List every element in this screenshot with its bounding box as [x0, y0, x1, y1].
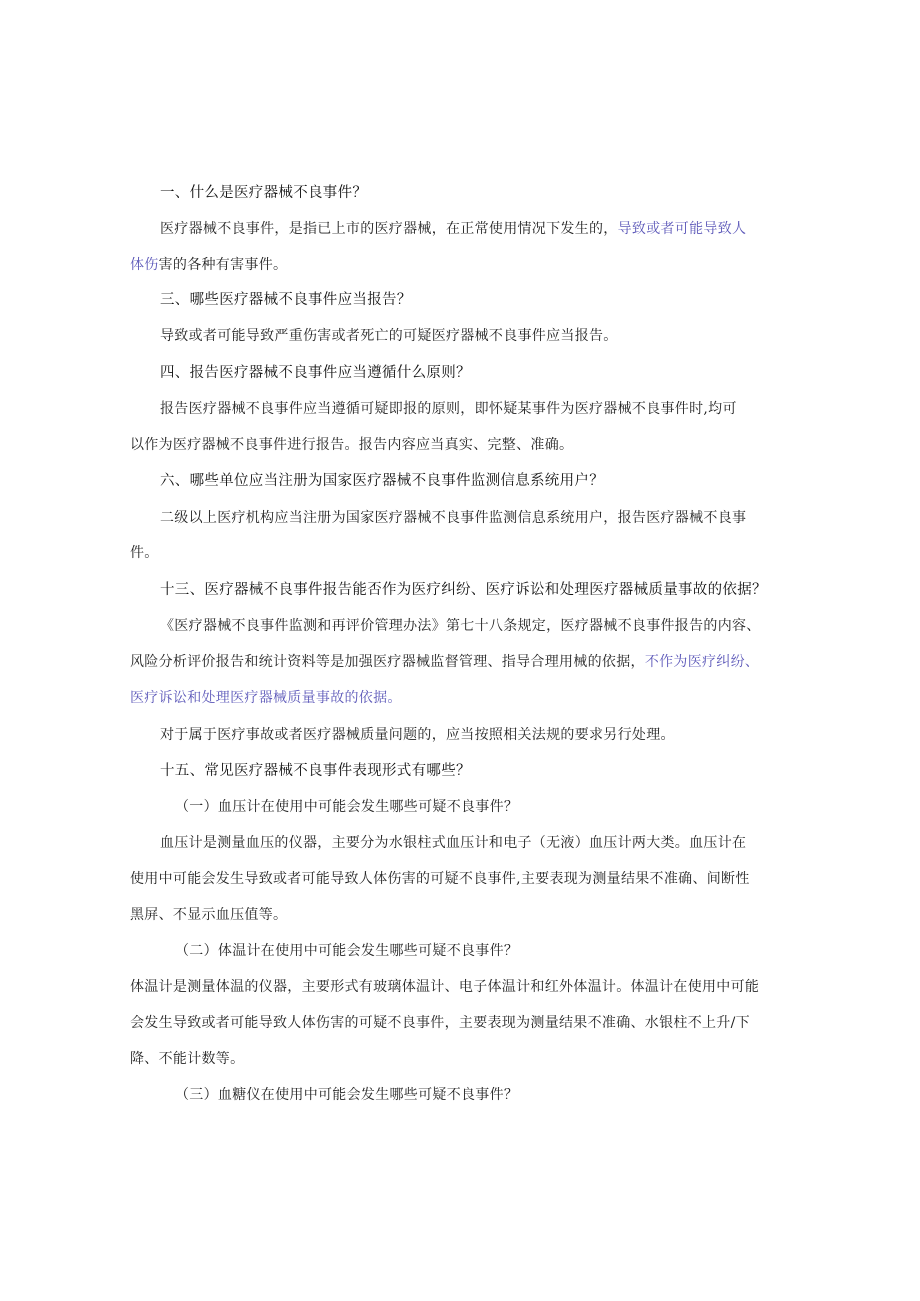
answer-q1-line1: [160, 219, 746, 239]
section-heading-q3: 三、哪些医疗器械不良事件应当报告？: [160, 292, 412, 308]
subsection-title-sphygmomanometer: （一）血压计在使用中可能会发生哪些可疑不良事件？: [175, 799, 519, 815]
section-heading-q1: 一、什么是医疗器械不良事件？: [160, 185, 368, 201]
answer-q6-line1: 二级以上医疗机构应当注册为国家医疗器械不良事件监测信息系统用户，报告医疗器械不良事: [160, 510, 747, 526]
answer-q13-line3: 医疗诉讼和处理医疗器械质量事故的依据。: [130, 690, 402, 706]
answer-q13-line4: 对于属于医疗事故或者医疗器械质量问题的，应当按照相关法规的要求另行处理。: [160, 727, 675, 743]
sub1-line3: 黑屏、不显示血压值等。: [130, 907, 288, 923]
subsection-title-thermometer: （二）体温计在使用中可能会发生哪些可疑不良事件？: [175, 943, 519, 959]
highlight-text: 导致或者可能导致人: [617, 221, 747, 237]
answer-q4-line1: 报告医疗器械不良事件应当遵循可疑即报的原则，即怀疑某事件为医疗器械不良事件时,均可: [160, 401, 737, 417]
answer-q1-text: 医疗器械不良事件，是指已上市的医疗器械，在正常使用情况下发生的，: [160, 221, 618, 237]
answer-q3-line1: 导致或者可能导致严重伤害或者死亡的可疑医疗器械不良事件应当报告。: [160, 328, 618, 344]
answer-q13-text: 风险分析评价报告和统计资料等是加强医疗器械监督管理、指导合理用械的依据，: [130, 654, 645, 670]
sub2-line2: 会发生导致或者可能导致人体伤害的可疑不良事件，主要表现为测量结果不准确、水银柱不上升/下: [130, 1015, 750, 1031]
highlight-text: 不作为医疗纠纷、: [644, 654, 760, 670]
sub2-line3: 降、不能计数等。: [130, 1051, 245, 1067]
subsection-title-glucometer: （三）血糖仪在使用中可能会发生哪些可疑不良事件？: [175, 1087, 519, 1103]
answer-q6-line2: 件。: [130, 545, 159, 561]
answer-q1-text: 害的各种有害事件。: [158, 257, 288, 273]
sub1-line1: 血压计是测量血压的仪器，主要分为水银柱式血压计和电子（无液）血压计两大类。血压计在: [160, 835, 747, 851]
highlight-text: 体伤: [130, 257, 159, 273]
answer-q4-line2: 以作为医疗器械不良事件进行报告。报告内容应当真实、完整、准确。: [130, 437, 574, 453]
answer-q13-line1: 《医疗器械不良事件监测和再评价管理办法》第七十八条规定，医疗器械不良事件报告的内容、: [160, 618, 761, 634]
sub1-line2: 使用中可能会发生导致或者可能导致人体伤害的可疑不良事件,主要表现为测量结果不准确、间断性: [130, 871, 750, 887]
sub2-line1: 体温计是测量体温的仪器，主要形式有玻璃体温计、电子体温计和红外体温计。体温计在使用中可能: [130, 979, 760, 995]
section-heading-q13: 十三、医疗器械不良事件报告能否作为医疗纠纷、医疗诉讼和处理医疗器械质量事故的依据？: [160, 582, 767, 598]
section-heading-q4: 四、报告医疗器械不良事件应当遵循什么原则？: [160, 365, 471, 381]
section-heading-q15: 十五、常见医疗器械不良事件表现形式有哪些？: [160, 763, 471, 779]
answer-q1-line2: [130, 255, 287, 275]
answer-q13-line2: [130, 652, 759, 672]
section-heading-q6: 六、哪些单位应当注册为国家医疗器械不良事件监测信息系统用户？: [160, 473, 604, 489]
